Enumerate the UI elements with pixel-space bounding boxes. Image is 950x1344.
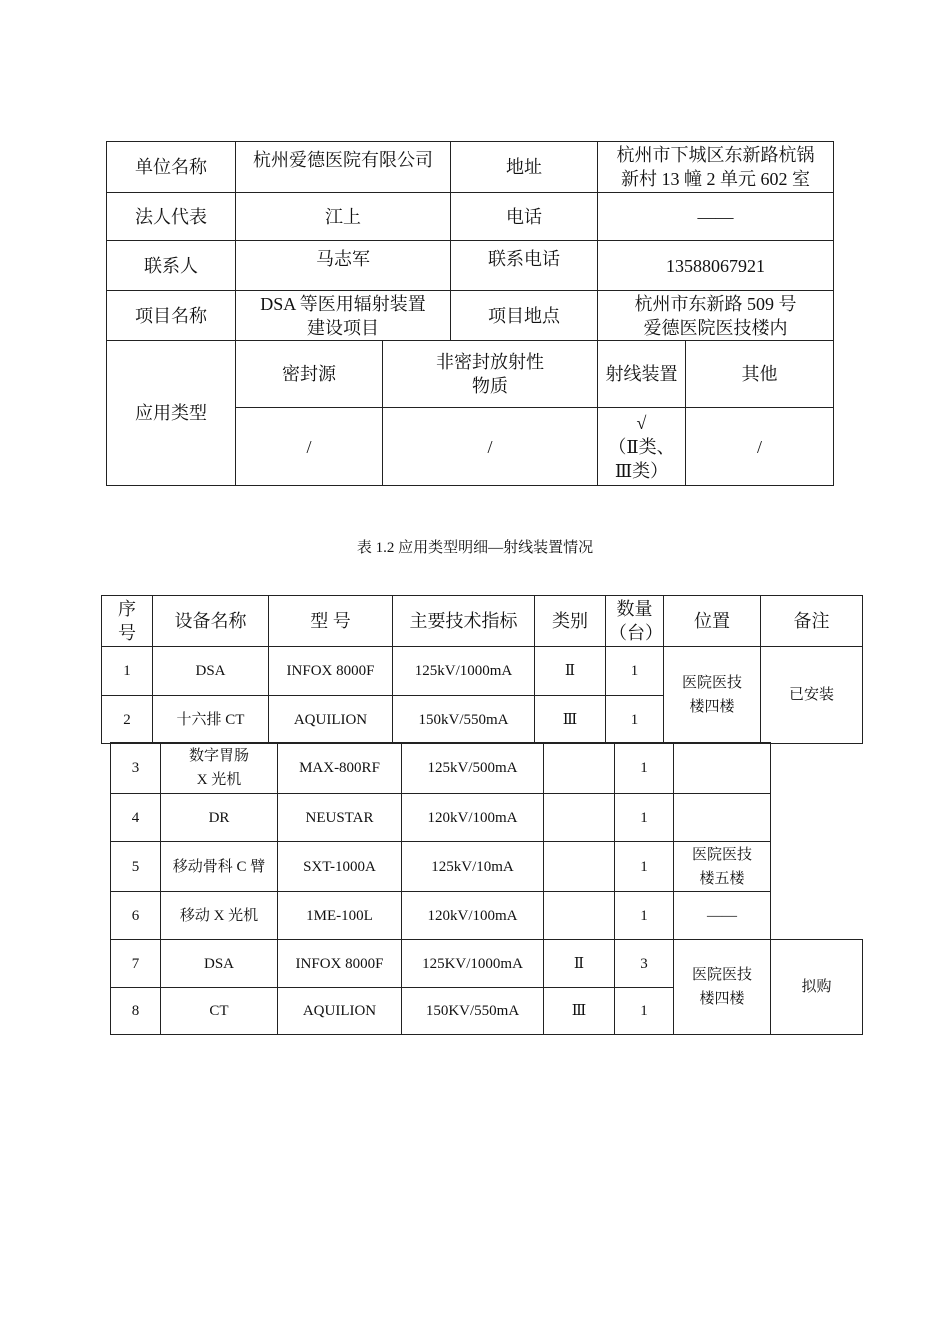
address-label: 地址: [451, 142, 598, 193]
table-row: [107, 142, 834, 193]
row-class: [544, 743, 615, 794]
project-name-value: [236, 291, 451, 341]
row-quantity: 1: [615, 842, 674, 892]
header-spec: 主要技术指标: [393, 596, 535, 647]
location-line-2: 楼四楼: [699, 991, 745, 1007]
contact-value: 马志军: [236, 241, 451, 291]
row-class: Ⅲ: [535, 696, 606, 744]
header-location: 位置: [664, 596, 761, 647]
type-value-sealed: /: [236, 408, 383, 486]
table-row: [102, 647, 863, 696]
row-no: 3: [111, 743, 161, 794]
row-no: 7: [111, 940, 161, 988]
location-line-1: 医院医技: [691, 967, 752, 983]
type-header-unsealed-line-2: 物质: [472, 376, 508, 396]
address-line-1: 杭州市下城区东新路杭锅: [616, 145, 815, 165]
row-model: SXT-1000A: [278, 842, 402, 892]
location-4f-installed: [664, 647, 761, 744]
location-none: ——: [674, 892, 771, 940]
header-model: 型 号: [269, 596, 393, 647]
row-class: [544, 794, 615, 842]
phone-label: 电话: [451, 193, 598, 241]
row-spec: 125KV/1000mA: [402, 940, 544, 988]
location-line-1: 医院医技: [691, 846, 752, 863]
row-quantity: 3: [615, 940, 674, 988]
type-value-unsealed: /: [383, 408, 598, 486]
row-spec: 125kV/10mA: [402, 842, 544, 892]
header-quantity-line-1: 数量: [616, 599, 653, 619]
row-class: Ⅲ: [544, 988, 615, 1035]
row-class: [544, 842, 615, 892]
row-device-name: 十六排 CT: [153, 696, 269, 744]
row-model: NEUSTAR: [278, 794, 402, 842]
device-table-bottom: [110, 742, 863, 1035]
table-row: [107, 193, 834, 241]
header-device-name: 设备名称: [153, 596, 269, 647]
legal-rep-value: 江上: [236, 193, 451, 241]
type-header-unsealed-line-1: 非密封放射性: [436, 352, 544, 372]
row-class: Ⅱ: [535, 647, 606, 696]
row-location-empty: [674, 794, 771, 842]
table-row: [107, 291, 834, 341]
location-4f-planned: [674, 940, 771, 1035]
row-spec: 120kV/100mA: [402, 892, 544, 940]
table-row: [111, 743, 863, 794]
project-site-line-2: 爱德医院医技楼内: [643, 317, 788, 338]
row-location-empty: [674, 743, 771, 794]
table-row: [111, 842, 863, 892]
header-quantity: [606, 596, 664, 647]
unit-name-label: 单位名称: [107, 142, 236, 193]
legal-rep-label: 法人代表: [107, 193, 236, 241]
row-no: 6: [111, 892, 161, 940]
header-remark: 备注: [761, 596, 863, 647]
phone-value: ——: [598, 193, 834, 241]
location-line-2: 楼四楼: [689, 699, 735, 715]
row-spec: 120kV/100mA: [402, 794, 544, 842]
contact-phone-label: 联系电话: [451, 241, 598, 291]
row-device-name: DR: [161, 794, 278, 842]
row-spec: 150KV/550mA: [402, 988, 544, 1035]
row-model: MAX-800RF: [278, 743, 402, 794]
location-5f: [674, 842, 771, 892]
header-seq-line-1: 序: [118, 599, 136, 619]
row-spec: 125kV/1000mA: [393, 647, 535, 696]
location-line-2: 楼五楼: [699, 870, 745, 887]
table-header-row: [102, 596, 863, 647]
app-type-label: 应用类型: [107, 341, 236, 486]
row-quantity: 1: [615, 892, 674, 940]
address-value: [598, 142, 834, 193]
device-name-line-2: X 光机: [196, 772, 242, 788]
row-model: INFOX 8000F: [269, 647, 393, 696]
unit-name-value: 杭州爱德医院有限公司: [236, 142, 451, 193]
device-name-line-1: 数字胃肠: [188, 748, 249, 764]
row-device-name: DSA: [161, 940, 278, 988]
row-device-name: DSA: [153, 647, 269, 696]
table-row: [111, 892, 863, 940]
project-name-line-1: DSA 等医用辐射装置: [260, 293, 426, 314]
header-class: 类别: [535, 596, 606, 647]
row-class: [544, 892, 615, 940]
row-device-name: [161, 743, 278, 794]
row-no: 2: [102, 696, 153, 744]
row-quantity: 1: [615, 794, 674, 842]
address-line-2: 新村 13 幢 2 单元 602 室: [621, 169, 810, 189]
remark-installed: 已安装: [761, 647, 863, 744]
contact-phone-value: 13588067921: [598, 241, 834, 291]
table-row: [107, 241, 834, 291]
type-value-other: /: [686, 408, 834, 486]
device-class-note: （Ⅱ类、Ⅲ类）: [608, 436, 675, 481]
project-site-line-1: 杭州市东新路 509 号: [634, 293, 797, 314]
row-spec: 125kV/500mA: [402, 743, 544, 794]
project-name-label: 项目名称: [107, 291, 236, 341]
row-device-name: CT: [161, 988, 278, 1035]
basic-info-table: [106, 141, 834, 486]
contact-label: 联系人: [107, 241, 236, 291]
check-mark: √: [636, 412, 647, 433]
row-no: 4: [111, 794, 161, 842]
header-quantity-line-2: （台）: [609, 623, 663, 643]
blank-cell: [771, 892, 863, 940]
header-seq-line-2: 号: [118, 623, 136, 643]
row-spec: 150kV/550mA: [393, 696, 535, 744]
remark-planned: 拟购: [771, 940, 863, 1035]
blank-cell: [771, 743, 863, 794]
type-value-radiation-device: [598, 408, 686, 486]
row-quantity: 1: [615, 988, 674, 1035]
project-site-value: [598, 291, 834, 341]
row-model: 1ME-100L: [278, 892, 402, 940]
type-header-unsealed: [383, 341, 598, 408]
row-no: 5: [111, 842, 161, 892]
row-model: AQUILION: [278, 988, 402, 1035]
table-caption: 表 1.2 应用类型明细—射线装置情况: [356, 540, 594, 556]
row-device-name: 移动 X 光机: [161, 892, 278, 940]
table-row: [111, 794, 863, 842]
location-line-1: 医院医技: [681, 675, 742, 691]
device-table-top: [101, 595, 863, 744]
row-no: 8: [111, 988, 161, 1035]
project-site-label: 项目地点: [451, 291, 598, 341]
table-row: [111, 940, 863, 988]
row-quantity: 1: [606, 647, 664, 696]
row-model: AQUILION: [269, 696, 393, 744]
blank-cell: [771, 794, 863, 842]
row-model: INFOX 8000F: [278, 940, 402, 988]
table-row: [107, 341, 834, 408]
row-class: Ⅱ: [544, 940, 615, 988]
row-device-name: 移动骨科 C 臂: [161, 842, 278, 892]
type-header-sealed: 密封源: [236, 341, 383, 408]
project-name-line-2: 建设项目: [307, 317, 379, 338]
type-header-other: 其他: [686, 341, 834, 408]
row-quantity: 1: [615, 743, 674, 794]
header-seq: [102, 596, 153, 647]
row-no: 1: [102, 647, 153, 696]
blank-cell: [771, 842, 863, 892]
type-header-radiation-device: 射线装置: [598, 341, 686, 408]
row-quantity: 1: [606, 696, 664, 744]
